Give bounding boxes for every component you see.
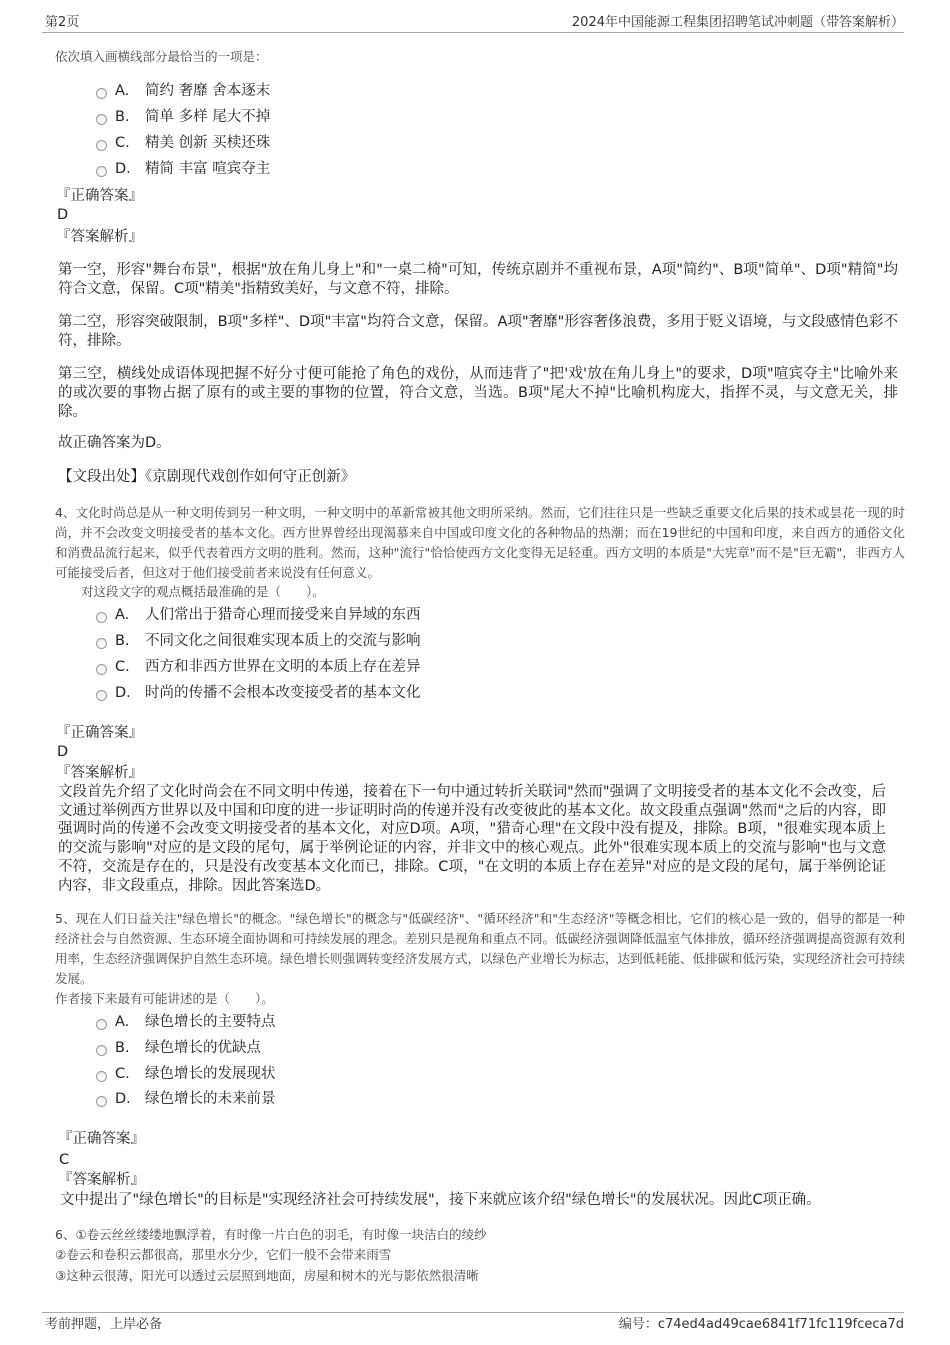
option-text: 简约 奢靡 舍本逐末 bbox=[145, 83, 271, 99]
radio-icon[interactable] bbox=[96, 1071, 107, 1082]
radio-icon[interactable] bbox=[96, 690, 107, 701]
option-letter: B. bbox=[115, 633, 130, 649]
option-letter: B. bbox=[115, 109, 130, 125]
option-text: 西方和非西方世界在文明的本质上存在差异 bbox=[145, 659, 421, 675]
option-letter: C. bbox=[115, 659, 130, 675]
q4-stem: 4、文化时尚总是从一种文明传到另一种文明，一种文明中的革新常被其他文明所采纳。然而，它们往往只是一些缺乏重要文化后果的技术或昙花一现的时尚，并不会改变文明接受者的基本文化。西方世界曾经出现渴慕来自中国或印度文化的各种物品的热潮；而在19世纪的中国和印度，来自西方的通俗文化和消费品流行起来，似乎代表着西方文明的胜利。然而，这种"流行"恰恰使西方文化变得无足轻重。西方文明的本质是"大宪章"而不是"巨无霸"，非西方人可能接受后者，但这对于他们接受前者来说没有任何意义。 bbox=[55, 505, 905, 580]
q6-line-2: ②卷云和卷积云都很高，那里水分少，它们一般不会带来雨雪 bbox=[55, 1247, 392, 1262]
q3-answer: D bbox=[57, 207, 69, 223]
option-letter: A. bbox=[115, 83, 130, 99]
q6-line-3: ③这种云很薄，阳光可以透过云层照到地面，房屋和树木的光与影依然很清晰 bbox=[55, 1268, 479, 1283]
radio-icon[interactable] bbox=[96, 166, 107, 177]
q3-option-b[interactable] bbox=[96, 107, 270, 127]
q5-question: 作者接下来最有可能讲述的是（ ）。 bbox=[55, 991, 274, 1006]
q3-conclusion: 故正确答案为D。 bbox=[58, 435, 171, 451]
q3-option-d[interactable] bbox=[96, 159, 270, 179]
q4-analysis-label: 『答案解析』 bbox=[56, 765, 143, 781]
option-letter: C. bbox=[115, 1066, 130, 1082]
radio-icon[interactable] bbox=[96, 88, 107, 99]
option-letter: C. bbox=[115, 135, 130, 151]
q3-analysis-p3: 第三空，横线处成语体现把握不好分寸便可能抢了角色的戏份，从而违背了"把'戏'放在角儿身上"的要求，D项"喧宾夺主"比喻外来的或次要的事物占据了原有的或主要的事物的位置，符合文意，当选。B项"尾大不掉"比喻机构庞大，指挥不灵，与文意无关，排除。 bbox=[58, 366, 898, 420]
q5-option-b[interactable] bbox=[96, 1038, 261, 1058]
radio-icon[interactable] bbox=[96, 114, 107, 125]
q4-question: 对这段文字的观点概括最准确的是（ ）。 bbox=[81, 584, 325, 599]
q3-option-c[interactable] bbox=[96, 133, 270, 153]
q4-answer: D bbox=[57, 744, 69, 760]
q5-option-d[interactable] bbox=[96, 1089, 276, 1109]
q5-answer-label: 『正确答案』 bbox=[58, 1131, 145, 1147]
option-text: 时尚的传播不会根本改变接受者的基本文化 bbox=[145, 685, 421, 701]
radio-icon[interactable] bbox=[96, 664, 107, 675]
radio-icon[interactable] bbox=[96, 140, 107, 151]
q4-analysis: 文段首先介绍了文化时尚会在不同文明中传递，接着在下一句中通过转折关联词"然而"强调了文明接受者的基本文化不会改变，后文通过举例西方世界以及中国和印度的进一步证明时尚的传递并没有改变彼此的基本文化。故文段重点强调"然而"之后的内容，即强调时尚的传递不会改变文明接受者的基本文化，对应D项。A项，"猎奇心理"在文段中没有提及，排除。B项，"很难实现本质上的交流与影响"对应的是文段的尾句，属于举例论证的内容，并非文中的核心观点。此外"很难实现本质上的交流与影响"也与文意不符，交流是存在的，只是没有改变基本文化而已，排除。C项，"在文明的本质上存在差异"对应的是文段的尾句，属于举例论证内容，非文段重点，排除。因此答案选D。 bbox=[58, 784, 886, 894]
q5-analysis: 文中提出了"绿色增长"的目标是"实现经济社会可持续发展"，接下来就应该介绍"绿色增长"的发展状况。因此C项正确。 bbox=[60, 1192, 821, 1208]
q3-option-a[interactable] bbox=[96, 81, 270, 101]
radio-icon[interactable] bbox=[96, 612, 107, 623]
option-text: 人们常出于猎奇心理而接受来自异域的东西 bbox=[145, 607, 421, 623]
q5-stem: 5、现在人们日益关注"绿色增长"的概念。"绿色增长"的概念与"低碳经济"、"循环经济"和"生态经济"等概念相比，它们的核心是一致的，倡导的都是一种经济社会与自然资源、生态环境全面协调和可持续发展的理念。差别只是视角和重点不同。低碳经济强调降低温室气体排放，循环经济强调提高资源有效利用率，生态经济强调保护自然生态环境。绿色增长则强调转变经济发展方式，以绿色产业增长为标志，达到低耗能、低排碳和低污染，实现经济社会可持续发展。 bbox=[55, 911, 906, 986]
radio-icon[interactable] bbox=[96, 1045, 107, 1056]
q3-analysis-label: 『答案解析』 bbox=[56, 229, 143, 245]
option-letter: A. bbox=[115, 1014, 130, 1030]
option-letter: A. bbox=[115, 607, 130, 623]
option-text: 不同文化之间很难实现本质上的交流与影响 bbox=[145, 633, 421, 649]
option-letter: D. bbox=[115, 1091, 131, 1107]
q3-answer-label: 『正确答案』 bbox=[56, 188, 143, 204]
q3-source: 【文段出处】《京剧现代戏创作如何守正创新》 bbox=[58, 469, 356, 485]
document-title: 2024年中国能源工程集团招聘笔试冲刺题（带答案解析） bbox=[571, 15, 904, 30]
q4-answer-label: 『正确答案』 bbox=[56, 725, 143, 741]
option-text: 绿色增长的未来前景 bbox=[145, 1091, 276, 1107]
option-letter: D. bbox=[115, 685, 131, 701]
radio-icon[interactable] bbox=[96, 638, 107, 649]
header-divider bbox=[42, 32, 904, 33]
q5-analysis-label: 『答案解析』 bbox=[58, 1172, 145, 1188]
q4-option-a[interactable] bbox=[96, 605, 421, 625]
document-id: 编号：c74ed4ad49cae6841f71fc119fceca7d bbox=[618, 1317, 904, 1332]
option-text: 绿色增长的主要特点 bbox=[145, 1014, 276, 1030]
radio-icon[interactable] bbox=[96, 1096, 107, 1107]
q4-option-d[interactable] bbox=[96, 683, 421, 703]
page-number: 第2页 bbox=[45, 15, 80, 30]
q5-option-a[interactable] bbox=[96, 1012, 276, 1032]
radio-icon[interactable] bbox=[96, 1019, 107, 1030]
q5-answer: C bbox=[59, 1152, 70, 1168]
option-text: 绿色增长的发展现状 bbox=[145, 1066, 276, 1082]
q6-line-1: 6、①卷云丝丝缕缕地飘浮着，有时像一片白色的羽毛，有时像一块洁白的绫纱 bbox=[55, 1227, 487, 1242]
option-text: 绿色增长的优缺点 bbox=[145, 1040, 261, 1056]
q3-analysis-p1: 第一空，形容"舞台布景"，根据"放在角儿身上"和"一桌二椅"可知，传统京剧并不重视布景，A项"简约"、B项"简单"、D项"精简"均符合文意，保留。C项"精美"指精致美好，与文意不符，排除。 bbox=[58, 262, 898, 297]
q4-option-c[interactable] bbox=[96, 657, 421, 677]
footer-slogan: 考前押题，上岸必备 bbox=[45, 1317, 163, 1332]
option-letter: D. bbox=[115, 161, 131, 177]
option-text: 简单 多样 尾大不掉 bbox=[145, 109, 271, 125]
option-text: 精美 创新 买椟还珠 bbox=[145, 135, 271, 151]
option-letter: B. bbox=[115, 1040, 130, 1056]
q5-option-c[interactable] bbox=[96, 1064, 276, 1084]
option-text: 精简 丰富 喧宾夺主 bbox=[145, 161, 271, 177]
q3-analysis-p2: 第二空，形容突破限制，B项"多样"、D项"丰富"均符合文意，保留。A项"奢靡"形容奢侈浪费，多用于贬义语境，与文段感情色彩不符，排除。 bbox=[58, 314, 898, 349]
q4-option-b[interactable] bbox=[96, 631, 421, 651]
q3-prompt: 依次填入画横线部分最恰当的一项是： bbox=[55, 49, 268, 64]
